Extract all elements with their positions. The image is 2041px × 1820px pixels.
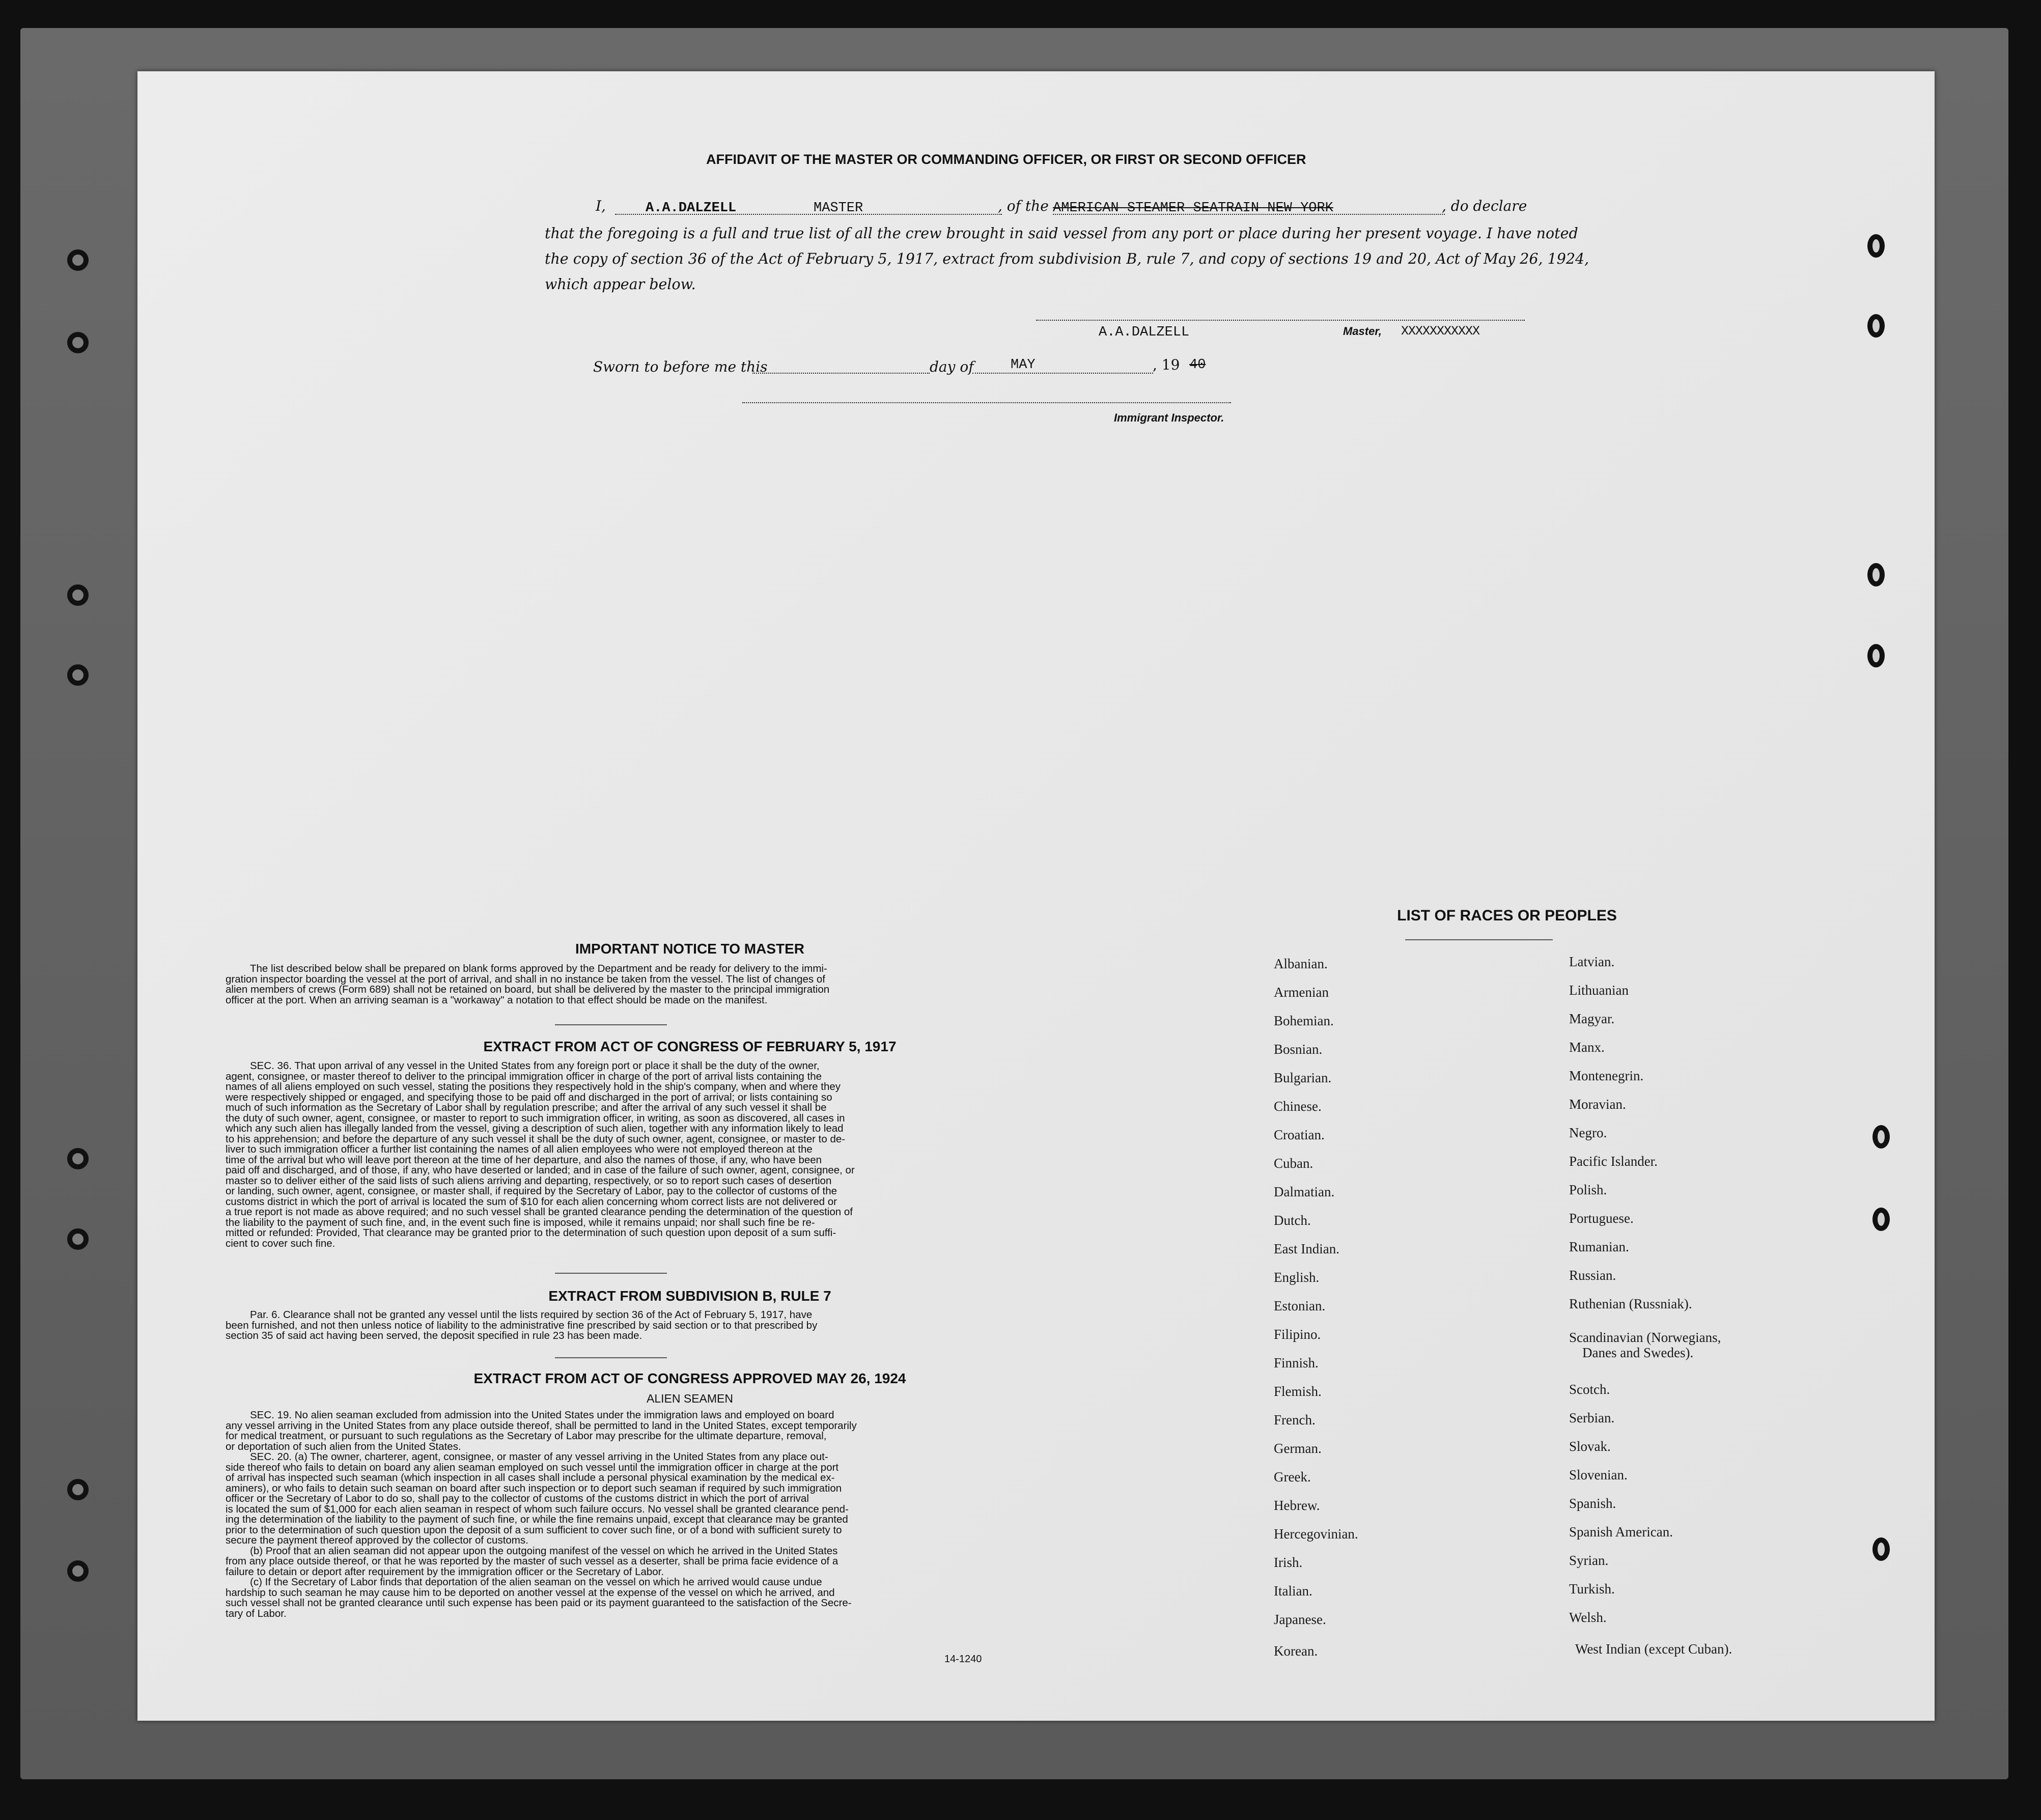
race-right-item: Montenegrin. <box>1569 1068 1644 1083</box>
race-right-item: Turkish. <box>1569 1581 1615 1597</box>
races-title: LIST OF RACES OR PEOPLES <box>1397 907 1617 924</box>
month-line <box>972 373 1153 374</box>
sworn-day-line <box>752 373 930 374</box>
race-right-item: Scotch. <box>1569 1382 1610 1397</box>
extract-1924-subtitle: ALIEN SEAMEN <box>647 1392 733 1405</box>
punch-hole <box>1867 644 1885 667</box>
punch-hole <box>1872 1537 1890 1561</box>
vessel-name: AMERICAN STEAMER SEATRAIN NEW YORK <box>1053 201 1333 216</box>
of-the-label: , of the <box>998 198 1049 214</box>
race-right-item: Syrian. <box>1569 1553 1609 1568</box>
race-right-item: Magyar. <box>1569 1011 1615 1026</box>
race-right-item: Scandinavian (Norwegians, <box>1569 1330 1721 1345</box>
race-right-item: Pacific Islander. <box>1569 1154 1658 1169</box>
affidavit-body-2: the copy of section 36 of the Act of February 5, 1917, extract from subdivision B, rule 7, and copy of sections 19 and 20, Act of May 26, 1924, <box>545 250 1589 267</box>
race-left-item: Albanian. <box>1274 956 1328 971</box>
race-left-item: Estonian. <box>1274 1298 1326 1313</box>
binder-hole <box>67 1228 89 1250</box>
inspector-line <box>742 402 1231 403</box>
races-title-rule <box>1405 939 1553 940</box>
affidavit-title: AFFIDAVIT OF THE MASTER OR COMMANDING OFFICER, OR FIRST OR SECOND OFFICER <box>706 152 1306 167</box>
race-left-item: German. <box>1274 1441 1322 1456</box>
race-left-item: Greek. <box>1274 1469 1311 1485</box>
subdivision-b-title: EXTRACT FROM SUBDIVISION B, RULE 7 <box>548 1288 831 1304</box>
race-right-item: Ruthenian (Russniak). <box>1569 1296 1692 1311</box>
punch-hole <box>1867 563 1885 586</box>
race-right-item: Rumanian. <box>1569 1239 1629 1254</box>
punch-hole <box>1872 1208 1890 1231</box>
inspector-label: Immigrant Inspector. <box>1114 411 1224 424</box>
race-right-item: Moravian. <box>1569 1097 1626 1112</box>
extract-1917-text: SEC. 36. That upon arrival of any vessel in the United States from any foreign port or place it shall be the duty of the owner, agent, consignee, or master thereof to deliver to the principal immigration officer in charge of the port of arrival lists containing the names of all aliens employed on such vessel, stating the positions they respectively hold in the ship's company, when and where they were respectively shipped or engaged, and specifying those to be paid off and discharged in the port of arrival; or lists containing so much of such information as the Secretary of Labor shall by regulation prescribe; and after the arrival of any such vessel it shall be the duty of such owner, agent, consignee, or master to report to such immigration officer, in writing, as soon as discovered, all cases in which any such alien has illegally landed from the vessel, giving a description of such alien, together with any information likely to lead to his apprehension; and before the departure of any such vessel it shall be the duty of such owner, agent, consignee, or master to de- liver to such immigration officer a further list containing the names of all alien employees who were not employed thereon at the time of the arrival but who will leave port thereon at the time of her departure, and also the names of those, if any, who have been paid off and discharged, and of those, if any, who have deserted or landed; and in case of the failure of such owner, agent, consignee, or master so to deliver either of the said lists of such aliens arriving and departing, respectively, or so to report such cases of desertion or landing, such owner, agent, consignee, or master shall, if required by the Secretary of Labor, pay to the collector of customs of the customs district in which the port of arrival is located the sum of $10 for each alien concerning whom correct lists are not delivered or a true report is not made as above required; and no such vessel shall be granted clearance pending the determination of the question of the liability to the payment of such fine, and, in the event such fine is imposed, while it remains unpaid; nor shall such fine be re- mitted or refunded: Provided, That clearance may be granted prior to the determination of such question upon deposit of a sum suffi- cient to cover such fine. <box>226 1060 855 1249</box>
notice-text: The list described below shall be prepared on blank forms approved by the Department and be ready for delivery to the immi- gration inspector boarding the vessel at the port of arrival, and shall in no instance be taken from the vessel. The list of changes of alien members of crews (Form 689) shall not be retained on board, but shall be delivered by the master to the principal immigration officer at the port. When an arriving seaman is a "workaway" a notation to that effect should be made on the manifest. <box>226 963 830 1006</box>
section-rule <box>555 1273 667 1274</box>
race-right-item: Slovak. <box>1569 1439 1611 1454</box>
race-right-item: Lithuanian <box>1569 983 1629 998</box>
notice-title: IMPORTANT NOTICE TO MASTER <box>575 941 805 957</box>
race-right-item: Serbian. <box>1569 1410 1615 1425</box>
binder-hole <box>67 332 89 353</box>
race-right-item: Portuguese. <box>1569 1211 1634 1226</box>
affidavit-body-1: that the foregoing is a full and true list of all the crew brought in said vessel from any port or place during her present voyage. I have noted <box>545 225 1578 242</box>
race-left-item: Hercegovinian. <box>1274 1526 1358 1542</box>
race-left-item: English. <box>1274 1270 1320 1285</box>
signature-line <box>1036 320 1525 321</box>
race-left-item: Hebrew. <box>1274 1498 1320 1513</box>
i-label: I, <box>596 198 606 214</box>
race-right-item: Slovenian. <box>1569 1467 1628 1482</box>
race-left-item: Armenian <box>1274 985 1329 1000</box>
year-prefix: , 19 <box>1153 356 1180 373</box>
race-left-item: Croatian. <box>1274 1127 1325 1142</box>
extract-1924-text: SEC. 19. No alien seaman excluded from admission into the United States under the immigration laws and employed on board any vessel arriving in the United States from any place outside thereof, shall be permitted to land in the United States, except temporarily for medical treatment, or pursuant to such regulations as the Secretary of Labor may prescribe for the ultimate departure, removal, or deportation of such alien from the United States. SEC. 20. (a) The owner, charterer, agent, consignee, or master of any vessel arriving in the United States from any place out- side thereof who fails to detain on board any alien seaman employed on such vessel until the immigration officer in charge at the port of arrival has inspected such seaman (which inspection in all cases shall include a personal physical examination by the medical ex- aminers), or who fails to detain such seaman on board after such inspection or to deport such seaman if required by such immigration officer or the Secretary of Labor to do so, shall pay to the collector of customs of the customs district in which the port of arrival is located the sum of $1,000 for each alien seaman in respect of whom such failure occurs. No vessel shall be granted clearance pend- ing the determination of the liability to the payment of such fine, or while the fine remains unpaid, except that clearance may be granted prior to the determination of such question upon the deposit of a sum sufficient to cover such fine, or of a bond with sufficient surety to secure the payment thereof approved by the collector of customs. (b) Proof that an alien seaman did not appear upon the outgoing manifest of the vessel on which he arrived in the United States from any place outside thereof, or that he was reported by the master of such vessel as a deserter, shall be prima facie evidence of a failure to detain or deport after requirement by the immigration officer or the Secretary of Labor. (c) If the Secretary of Labor finds that deportation of the alien seaman on the vessel on which he arrived would cause undue hardship to such seaman he may cause him to be deported on another vessel at the expense of the vessel on which he arrived, and such vessel shall not be granted clearance until such expense has been paid or its payment guaranteed to the satisfaction of the Secre- tary of Labor. <box>226 1409 857 1619</box>
section-rule <box>555 1024 667 1025</box>
race-left-item: Chinese. <box>1274 1099 1322 1114</box>
race-left-item: Cuban. <box>1274 1156 1313 1171</box>
day-of-label: day of <box>930 358 974 375</box>
race-left-item: Bohemian. <box>1274 1013 1334 1028</box>
subdivision-b-text: Par. 6. Clearance shall not be granted any vessel until the lists required by section 36 of the Act of February 5, 1917, have been furnished, and not then unless notice of liability to the administrative fine prescribed by said section or to that prescribed by section 35 of said act having been served, the deposit specified in rule 23 has been made. <box>226 1309 818 1341</box>
race-right-item: Welsh. <box>1569 1610 1607 1625</box>
race-right-item: Polish. <box>1569 1182 1607 1197</box>
race-left-item: Bulgarian. <box>1274 1070 1332 1085</box>
race-left-item: Filipino. <box>1274 1327 1321 1342</box>
master-rank: MASTER <box>814 201 863 216</box>
punch-hole <box>1867 314 1885 338</box>
section-rule <box>555 1357 667 1358</box>
race-left-item: Japanese. <box>1274 1612 1326 1627</box>
binder-hole <box>67 584 89 606</box>
punch-hole <box>1867 234 1885 258</box>
race-left-item: French. <box>1274 1412 1316 1427</box>
master-struck: XXXXXXXXXXX <box>1401 324 1480 339</box>
race-left-item: Bosnian. <box>1274 1042 1323 1057</box>
do-declare: , do declare <box>1442 198 1527 214</box>
extract-1924-title: EXTRACT FROM ACT OF CONGRESS APPROVED MAY 26, 1924 <box>473 1370 906 1386</box>
race-right-item: Russian. <box>1569 1268 1616 1283</box>
affidavit-body-3: which appear below. <box>545 276 696 293</box>
race-left-item: Irish. <box>1274 1555 1303 1570</box>
race-right-item: Negro. <box>1569 1125 1607 1140</box>
race-left-item: Finnish. <box>1274 1355 1319 1370</box>
race-left-item: Korean. <box>1274 1643 1318 1659</box>
punch-hole <box>1872 1125 1890 1149</box>
sworn-month: MAY <box>1011 357 1036 373</box>
binder-hole <box>67 664 89 686</box>
race-right-item: Manx. <box>1569 1040 1605 1055</box>
signature-name: A.A.DALZELL <box>1099 325 1190 340</box>
extract-1917-title: EXTRACT FROM ACT OF CONGRESS OF FEBRUARY 5, 1917 <box>483 1039 897 1054</box>
race-left-item: Dutch. <box>1274 1213 1311 1228</box>
race-left-item: Italian. <box>1274 1583 1312 1599</box>
race-left-item: Dalmatian. <box>1274 1184 1335 1199</box>
binder-hole <box>67 1560 89 1582</box>
binder-hole <box>67 249 89 271</box>
master-name: A.A.DALZELL <box>646 201 737 216</box>
race-right-item: West Indian (except Cuban). <box>1575 1641 1732 1657</box>
race-right-item: Spanish American. <box>1569 1524 1673 1539</box>
year-suffix: 40 <box>1189 357 1206 373</box>
form-number: 14-1240 <box>944 1654 982 1665</box>
master-label: Master, <box>1343 325 1382 338</box>
race-left-item: Flemish. <box>1274 1384 1322 1399</box>
race-left-item: East Indian. <box>1274 1241 1339 1256</box>
race-right-item: Spanish. <box>1569 1496 1616 1511</box>
sworn-label: Sworn to before me this <box>593 358 768 375</box>
race-right-item: Latvian. <box>1569 954 1615 969</box>
binder-hole <box>67 1148 89 1169</box>
binder-hole <box>67 1479 89 1500</box>
race-right-item: Danes and Swedes). <box>1582 1345 1694 1360</box>
